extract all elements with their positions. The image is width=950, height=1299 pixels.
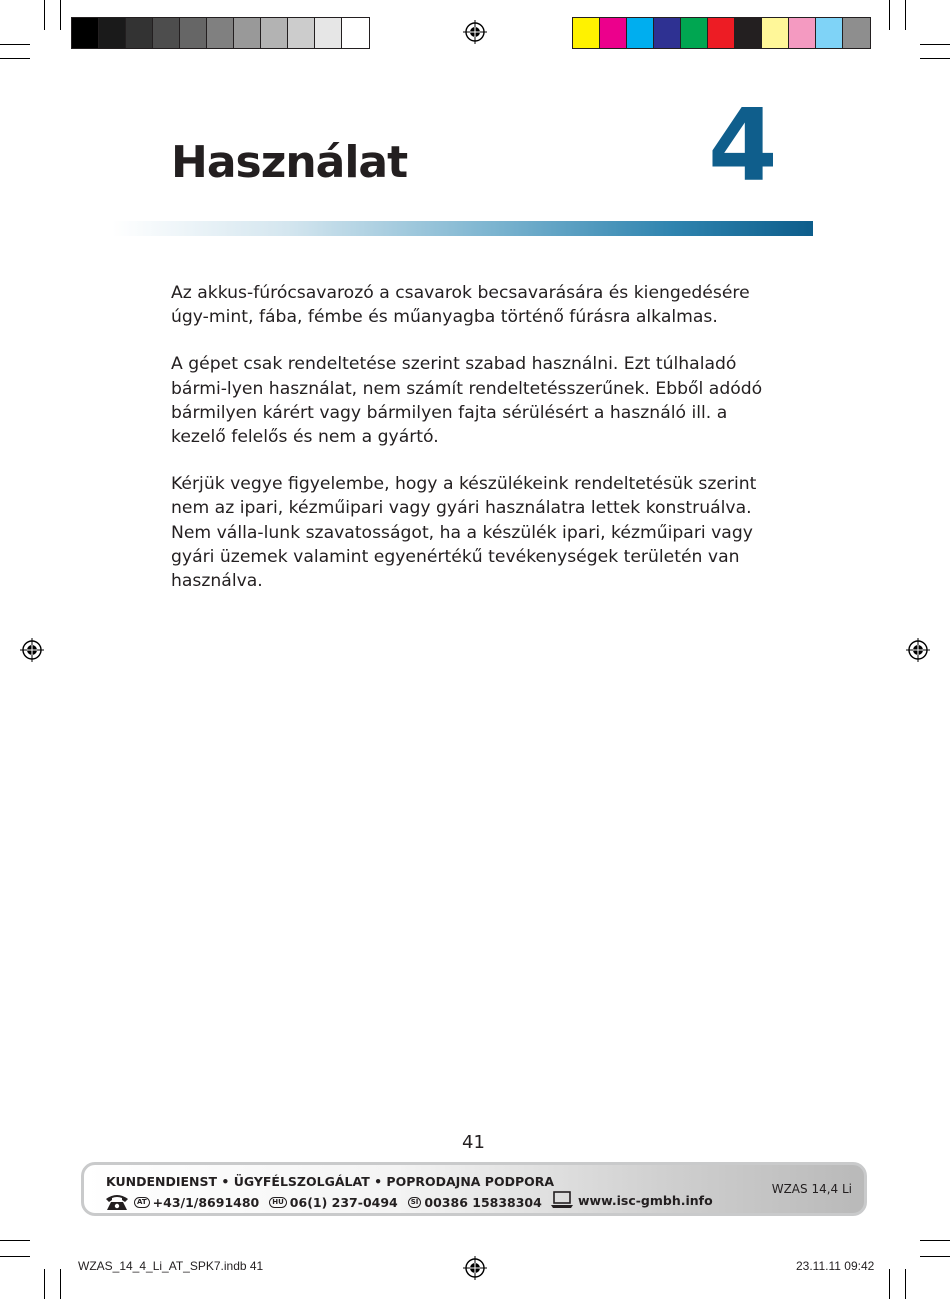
service-website — [550, 1191, 713, 1209]
phone-number: 00386 15838304 — [424, 1194, 542, 1210]
color-swatch — [708, 18, 735, 48]
model-label: WZAS 14,4 Li — [771, 1182, 852, 1196]
crop-mark — [920, 1240, 950, 1241]
color-swatch — [627, 18, 654, 48]
laptop-icon — [550, 1191, 574, 1209]
color-swatch — [126, 18, 153, 48]
color-swatch — [816, 18, 843, 48]
color-swatch — [762, 18, 789, 48]
color-swatch — [261, 18, 288, 48]
color-swatch — [654, 18, 681, 48]
color-swatch — [843, 18, 870, 48]
file-slug: WZAS_14_4_Li_AT_SPK7.indb 41 — [78, 1259, 264, 1273]
crop-mark — [0, 44, 30, 45]
crop-mark — [60, 0, 61, 30]
country-code-badge: HU — [269, 1197, 287, 1208]
color-swatch — [180, 18, 207, 48]
registration-mark-icon — [20, 638, 44, 662]
phone-number: 06(1) 237-0494 — [289, 1194, 398, 1210]
crop-mark — [920, 44, 950, 45]
color-swatch — [99, 18, 126, 48]
country-code-badge: SI — [408, 1197, 422, 1208]
color-swatch — [573, 18, 600, 48]
body-text — [171, 281, 771, 616]
website-link[interactable]: www.isc-gmbh.info — [578, 1192, 713, 1208]
telephone-icon — [104, 1193, 130, 1211]
title-gradient-bar — [112, 221, 813, 236]
page-title: Használat — [171, 137, 408, 188]
crop-mark — [0, 58, 30, 59]
crop-mark — [44, 1269, 45, 1299]
color-swatch — [72, 18, 99, 48]
color-swatch — [207, 18, 234, 48]
grayscale-color-bar — [71, 17, 370, 49]
registration-mark-icon — [906, 638, 930, 662]
crop-mark — [60, 1269, 61, 1299]
crop-mark — [905, 1269, 906, 1299]
crop-mark — [920, 58, 950, 59]
process-color-bar — [572, 17, 871, 49]
service-phones — [104, 1193, 542, 1211]
paragraph: A gépet csak rendeltetése szerint szabad használni. Ezt túlhaladó bármi-lyen használat, nem számít rendeltetésszerűnek. Ebből adódó bármilyen kárért vagy bármilyen fajta sérülésért a használó ill. a kezelő felelős és nem a gyártó. — [171, 354, 763, 448]
phone-number: +43/1/8691480 — [152, 1194, 260, 1210]
chapter-number: 4 — [708, 87, 778, 204]
page-number: 41 — [462, 1132, 485, 1153]
color-swatch — [600, 18, 627, 48]
crop-mark — [920, 1256, 950, 1257]
crop-mark — [0, 1240, 30, 1241]
registration-mark-icon — [463, 20, 487, 44]
color-swatch — [315, 18, 342, 48]
crop-mark — [889, 0, 890, 30]
crop-mark — [905, 0, 906, 30]
color-swatch — [234, 18, 261, 48]
registration-mark-icon — [463, 1256, 487, 1280]
color-swatch — [789, 18, 816, 48]
color-swatch — [342, 18, 369, 48]
service-bar — [81, 1162, 867, 1216]
crop-mark — [889, 1269, 890, 1299]
paragraph: Kérjük vegye figyelembe, hogy a készülékeink rendeltetésük szerint nem az ipari, kézműipari vagy gyári használatra lettek konstruálva. Nem válla-lunk szavatosságot, ha a készülék ipari, kézműipari vagy gyári üzemek valamint egyenértékű tevékenységek területén van használva. — [171, 474, 757, 592]
crop-mark — [44, 0, 45, 30]
color-swatch — [681, 18, 708, 48]
date-slug: 23.11.11 09:42 — [796, 1259, 875, 1273]
color-swatch — [153, 18, 180, 48]
color-swatch — [288, 18, 315, 48]
service-title: KUNDENDIENST • ÜGYFÉLSZOLGÁLAT • POPRODAJNA PODPORA — [106, 1174, 555, 1189]
country-code-badge: AT — [134, 1197, 150, 1208]
crop-mark — [0, 1256, 30, 1257]
color-swatch — [735, 18, 762, 48]
paragraph: Az akkus-fúrócsavarozó a csavarok becsavarására és kiengedésére úgy-mint, fába, fémbe és műanyagba történő fúrásra alkalmas. — [171, 283, 750, 328]
